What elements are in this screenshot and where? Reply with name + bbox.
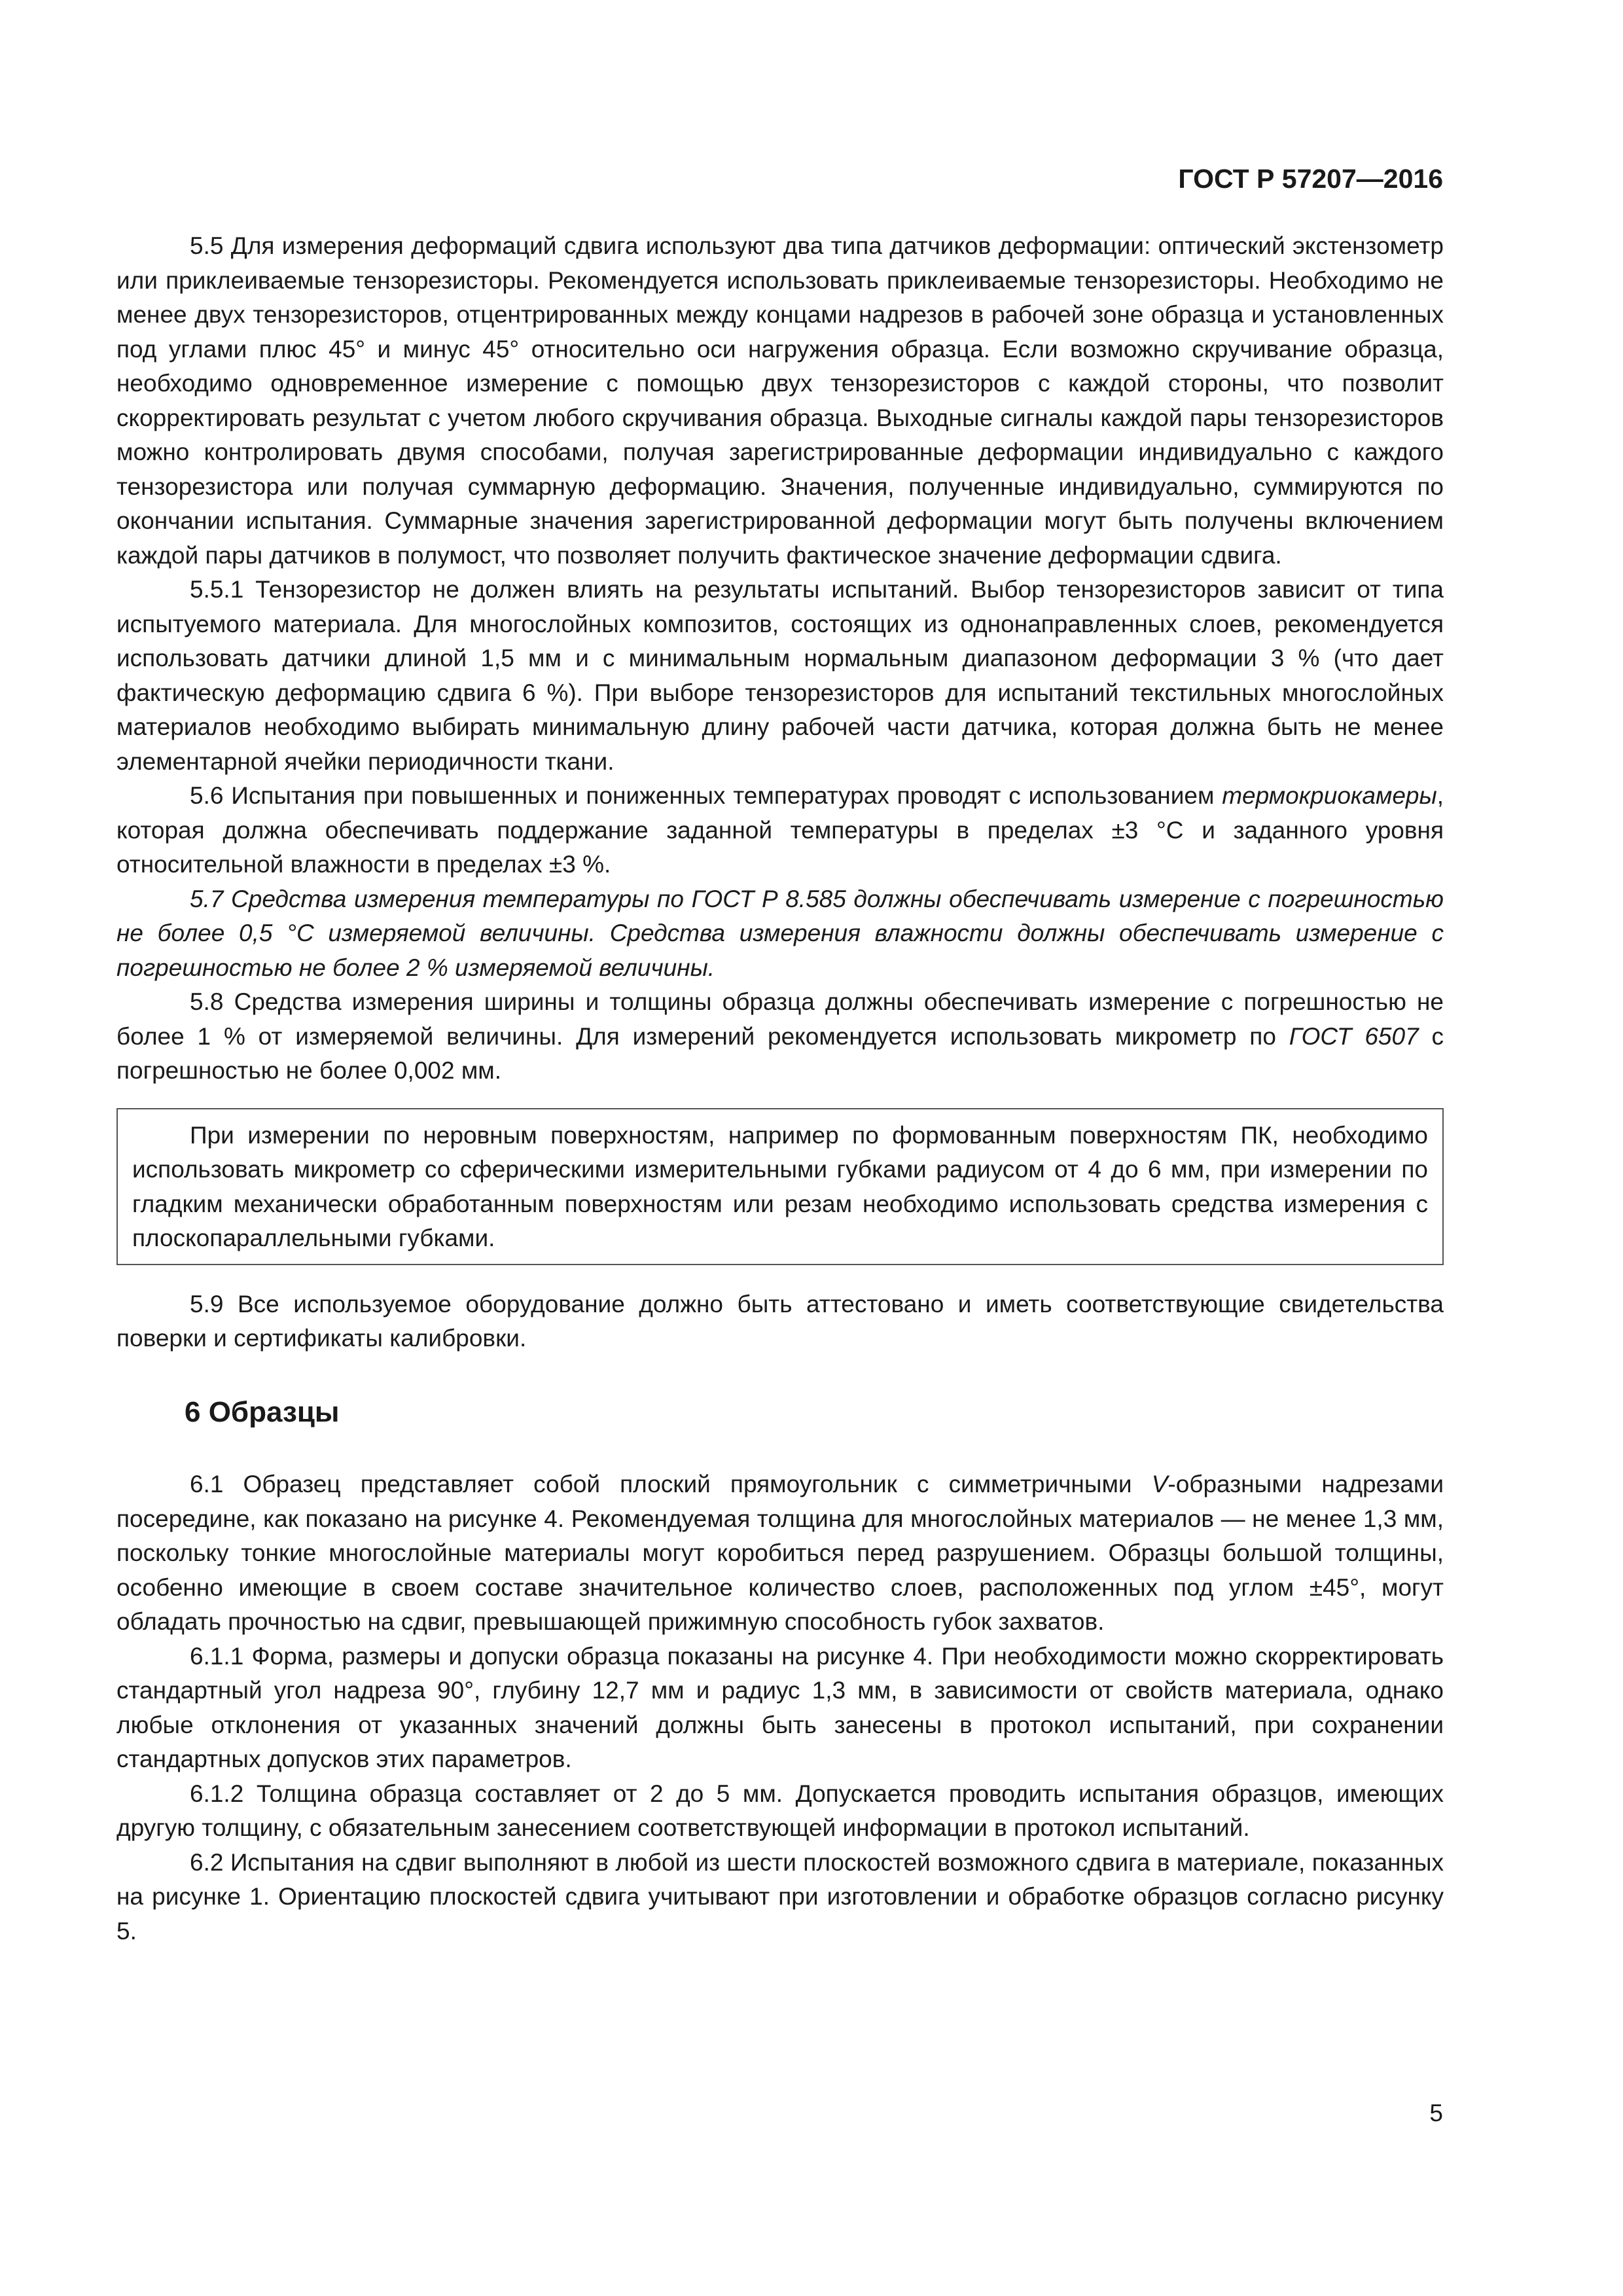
- paragraph-5-6: [116, 779, 1444, 882]
- paragraph-5-8-text-a: 5.8 Средства измерения ширины и толщины образца должны обеспечивать измерение с погрешностью не более 1 % от измеряемой величины. Для измерений рекомендуется использовать микрометр по: [116, 988, 1444, 1050]
- paragraph-5-8-text-b: с погрешностью не более 0,002 мм.: [116, 1022, 1444, 1084]
- note-box: [116, 1108, 1444, 1265]
- paragraph-5-6-term: термокриокамеры: [1222, 782, 1437, 809]
- section-6-heading: 6 Образцы: [185, 1395, 340, 1428]
- paragraph-5-7: [116, 882, 1444, 986]
- paragraph-6-1-v-letter: V: [1151, 1471, 1168, 1498]
- note-text: При измерении по неровным поверхностям, например по формованным поверхностям ПК, необходимо использовать микрометр со сферическими измерительными губками радиусом от 4 до 6 мм, при измерении по гладким механически обработанным поверхностям или резам необходимо использовать средства измерения с плоскопараллельными губками.: [132, 1121, 1428, 1251]
- paragraph-6-1-text-b: -образными надрезами посередине, как показано на рисунке 4. Рекомендуемая толщина для многослойных материалов — не менее 1,3 мм, поскольку тонкие многослойные материалы могут коробиться перед разрушением. Образцы большой толщины, особенно имеющие в своем составе значительное количество слоев, расположенных под углом ±45°, могут обладать прочностью на сдвиг, превышающей прижимную способность губок захватов.: [116, 1471, 1444, 1635]
- paragraph-6-1: [116, 1467, 1444, 1640]
- paragraph-5-9: 5.9 Все используемое оборудование должно быть аттестовано и иметь соответствующие свидетельства поверки и сертификаты калибровки.: [116, 1290, 1444, 1352]
- paragraph-5-8: [116, 985, 1444, 1088]
- paragraph-5-5: 5.5 Для измерения деформаций сдвига используют два типа датчиков деформации: оптический экстензометр или приклеиваемые тензорезисторы. Рекомендуется использовать приклеиваемые тензорезисторы. Необходимо не менее двух тензорезисторов, отцентрированных между концами надрезов в рабочей зоне образца и установленных под углами плюс 45° и минус 45° относительно оси нагружения образца. Если возможно скручивание образца, необходимо одновременное измерение с помощью двух тензорезисторов с каждой стороны, что позволит скорректировать результат с учетом любого скручивания образца. Выходные сигналы каждой пары тензорезисторов можно контролировать двумя способами, получая зарегистрированные деформации индивидуально с каждого тензорезистора или получая суммарную деформацию. Значения, полученные индивидуально, суммируются по окончании испытания. Суммарные значения зарегистрированной деформации могут быть получены включением каждой пары датчиков в полумост, что позволяет получить фактическое значение деформации сдвига.: [116, 232, 1444, 569]
- paragraph-5-7-text: 5.7 Средства измерения температуры по ГОСТ Р 8.585 должны обеспечивать измерение с погрешностью не более 0,5 °C измеряемой величины. Средства измерения влажности должны обеспечивать измерение с погрешностью не более 2 % измеряемой величины.: [116, 885, 1444, 981]
- page-number: 5: [1429, 2100, 1443, 2126]
- paragraph-6-1-text-a: 6.1 Образец представляет собой плоский прямоугольник с симметричными: [190, 1471, 1152, 1498]
- paragraph-5-6-text-a: 5.6 Испытания при повышенных и пониженных температурах проводят с использованием: [190, 782, 1222, 809]
- page-content: [116, 229, 1444, 1948]
- document-code-header: ГОСТ Р 57207—2016: [1178, 164, 1443, 194]
- paragraph-5-8-standard-ref: ГОСТ 6507: [1289, 1022, 1419, 1050]
- paragraph-6-1-1: 6.1.1 Форма, размеры и допуски образца показаны на рисунке 4. При необходимости можно скорректировать стандартный угол надреза 90°, глубину 12,7 мм и радиус 1,3 мм, в зависимости от свойств материала, однако любые отклонения от указанных значений должны быть занесены в протокол испытаний, при сохранении стандартных допусков этих параметров.: [116, 1642, 1444, 1772]
- paragraph-6-1-2: 6.1.2 Толщина образца составляет от 2 до 5 мм. Допускается проводить испытания образцов, имеющих другую толщину, с обязательным занесением соответствующей информации в протокол испытаний.: [116, 1780, 1444, 1841]
- paragraph-6-2: 6.2 Испытания на сдвиг выполняют в любой из шести плоскостей возможного сдвига в материале, показанных на рисунке 1. Ориентацию плоскостей сдвига учитывают при изготовлении и обработке образцов согласно рисунку 5.: [116, 1848, 1444, 1945]
- paragraph-5-6-text-b: , которая должна обеспечивать поддержание заданной температуры в пределах ±3 °C и заданного уровня относительной влажности в пределах ±3 %.: [116, 782, 1444, 878]
- paragraph-5-5-1: 5.5.1 Тензорезистор не должен влиять на результаты испытаний. Выбор тензорезисторов зависит от типа испытуемого материала. Для многослойных композитов, состоящих из однонаправленных слоев, рекомендуется использовать датчики длиной 1,5 мм и с минимальным нормальным диапазоном деформации 3 % (что дает фактическую деформацию сдвига 6 %). При выборе тензорезисторов для испытаний текстильных многослойных материалов необходимо выбирать минимальную длину рабочей части датчика, которая должна быть не менее элементарной ячейки периодичности ткани.: [116, 576, 1444, 775]
